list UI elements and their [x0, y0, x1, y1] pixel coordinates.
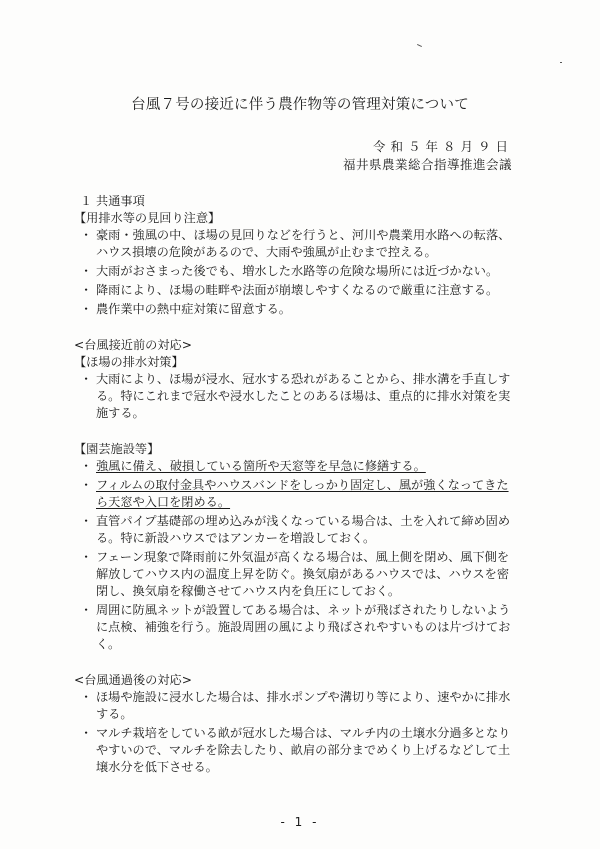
list-item: ・ ほ場や施設に浸水した場合は、排水ポンプや溝切り等により、速やかに排水する。 — [74, 689, 514, 723]
list-item: ・ 農作業中の熱中症対策に留意する。 — [74, 301, 514, 318]
list-item-underlined — [74, 458, 514, 475]
greenhouse-list — [74, 458, 514, 653]
underlined-text: 強風に備え、破損している箇所や天窓等を早急に修繕する。 — [96, 459, 426, 473]
section-heading-before-typhoon: <台風接近前の対応> — [74, 338, 192, 352]
subheading-drainage-patrol: 【用排水等の見回り注意】 — [74, 211, 221, 225]
scan-speck — [560, 62, 562, 63]
issuing-organization: 福井県農業総合指導推進会議 — [342, 157, 512, 172]
field-drainage-list — [74, 371, 514, 422]
underlined-text: フィルムの取付金具やハウスバンドをしっかり固定し、風が強くなってきたら天窓や入口を閉める。 — [96, 478, 509, 509]
list-item: ・ 降雨により、ほ場の畦畔や法面が崩壊しやすくなるので厳重に注意する。 — [74, 282, 514, 299]
scan-speck — [417, 44, 422, 47]
list-item: ・ 豪雨・強風の中、ほ場の見回りなどを行うと、河川や農業用水路への転落、ハウス損壊の危険があるので、大雨や強風が止むまで控える。 — [74, 227, 514, 261]
common-items-list — [74, 227, 514, 318]
subheading-greenhouse: 【園芸施設等】 — [74, 442, 160, 456]
document-title: 台風７号の接近に伴う農作物等の管理対策について — [131, 97, 469, 113]
document-date: 令和５年８月９日 — [372, 139, 513, 154]
list-item: ・ 大雨により、ほ場が浸水、冠水する恐れがあることから、排水溝を手直しする。特にこれまで冠水や浸水したことのあるほ場は、重点的に排水対策を実施する。 — [74, 371, 514, 422]
list-item: ・ 周囲に防風ネットが設置してある場合は、ネットが飛ばされたりしないように点検、補強を行う。施設周囲の風により飛ばされやすいものは片づけておく。 — [74, 602, 514, 653]
list-item-underlined — [74, 477, 514, 511]
section-heading-common: １ 共通事項 — [80, 194, 145, 208]
list-item: ・ 大雨がおさまった後でも、増水した水路等の危険な場所には近づかない。 — [74, 263, 514, 280]
document-body — [74, 193, 514, 778]
list-item: ・ 直管パイプ基礎部の埋め込みが浅くなっている場合は、土を入れて締め固める。特に新設ハウスではアンカーを増設しておく。 — [74, 513, 514, 547]
section-heading-after-typhoon: <台風通過後の対応> — [74, 673, 192, 687]
page-number: - 1 - — [280, 815, 320, 829]
list-item: ・ マルチ栽培をしている畝が冠水した場合は、マルチ内の土壌水分過多となりやすいので、マルチを除去したり、畝肩の部分までめくり上げるなどして土壌水分を低下させる。 — [74, 725, 514, 776]
list-item: ・ フェーン現象で降雨前に外気温が高くなる場合は、風上側を閉め、風下側を解放してハウス内の温度上昇を防ぐ。換気扇があるハウスでは、ハウスを密閉し、換気扇を稼働させてハウス内を負圧にしておく。 — [74, 549, 514, 600]
subheading-field-drainage: 【ほ場の排水対策】 — [74, 355, 184, 369]
after-typhoon-list — [74, 689, 514, 776]
